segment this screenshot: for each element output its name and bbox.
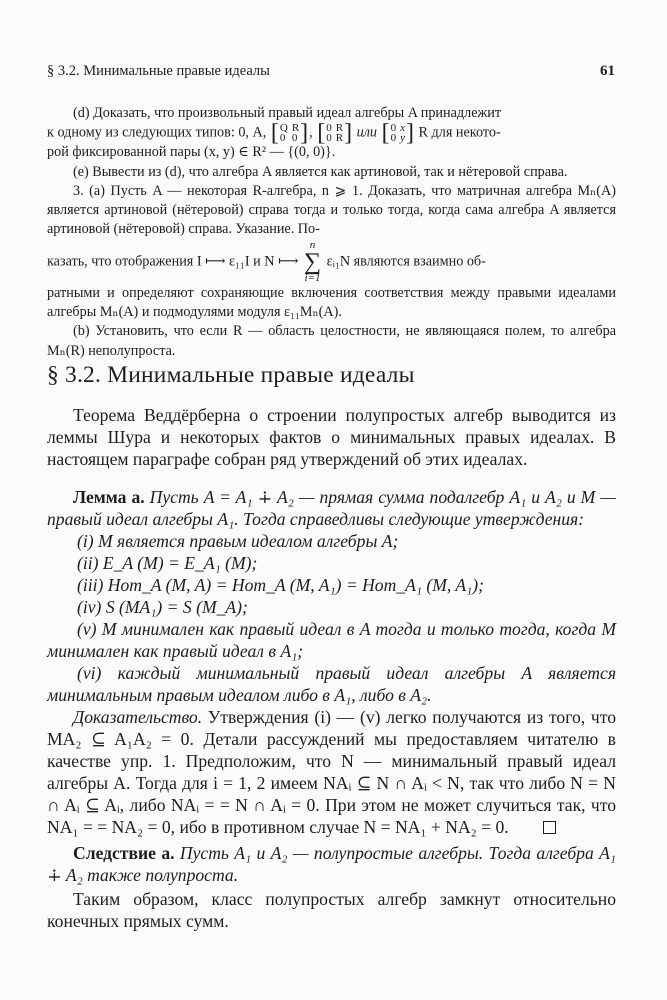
- exercise-3a-formula: казать, что отображения I ⟼ ε₁₁I и N ⟼ n ∑ i=1 εᵢ₁N являются взаимно об-: [47, 238, 486, 284]
- lemma-statement: [47, 486, 616, 530]
- lemma-item-vi: (vi) каждый минимальный правый идеал алгебры A является минимальным правым идеалом либо в A₁, либо в A₂.: [47, 663, 616, 705]
- lemma-item-ii: (ii) E_A (M) = E_A₁ (M);: [77, 553, 258, 573]
- exercise-d-line2: к одному из следующих типов: 0, A, [ Q R 0 0 ] , [ 0 R 0 R ] или [ 0 x 0 y ] R для некото-: [47, 120, 501, 147]
- lemma-text: Пусть A = A₁ ∔ A₂ — прямая сумма подалгебр A₁ и A₂ и M — правый идеал алгебры A₁. Тогда справедливы следующие утверждения:: [47, 487, 616, 529]
- lemma-items: [47, 530, 616, 706]
- lemma-block: [47, 486, 616, 706]
- corollary-block: [47, 842, 616, 886]
- proof-paragraph: [47, 706, 616, 838]
- matrix-0-r: [ 0 R 0 R ]: [317, 120, 353, 147]
- exercise-d-line3: рой фиксированной пары (x, y) ∈ R² — {(0, 0)}.: [47, 144, 336, 161]
- corollary-paragraph: [47, 842, 616, 886]
- exercise-3b: (b) Установить, что если R — область целостности, не являющаяся полем, то алгебра Mₙ(R) неполупроста.: [47, 323, 616, 359]
- corollary-text: Пусть A₁ и A₂ — полупростые алгебры. Тогда алгебра A₁ ∔ A₂ также полупроста.: [47, 843, 616, 885]
- running-head-title: § 3.2. Минимальные правые идеалы: [47, 63, 270, 79]
- page-number: 61: [600, 63, 615, 79]
- intro-paragraph: Теорема Веддёрберна о строении полупростых алгебр выводится из леммы Шура и некоторых фактов о минимальных правых идеалах. В настоящем параграфе собран ряд утверждений об этих идеалах.: [47, 405, 616, 469]
- proof-block: [47, 706, 616, 838]
- matrix-0-x: [ 0 x 0 y ]: [381, 120, 414, 147]
- corollary-label: Следствие а.: [73, 843, 175, 863]
- exercise-d-line1: (d) Доказать, что произвольный правый идеал алгебры A принадлежит: [73, 105, 502, 121]
- lemma-item-v: (v) M минимален как правый идеал в A тогда и только тогда, когда M минимален как правый идеал в A₁;: [47, 619, 616, 661]
- matrix-q-r: [ Q R 0 0 ]: [270, 120, 309, 147]
- closing-paragraph: Таким образом, класс полупростых алгебр замкнут относительно конечных прямых сумм.: [47, 889, 616, 931]
- proof-label: Доказательство.: [73, 707, 203, 727]
- lemma-item-iv: (iv) S (MA₁) = S (M_A);: [77, 597, 248, 617]
- exercise-3a-rest: ратными и определяют сохраняющие включения соответствия между правыми идеалами алгебры Mₙ(A) и подмодулями модуля ε₁₁Mₙ(A).: [47, 284, 616, 321]
- qed-square-icon: [543, 821, 556, 834]
- exercises-block: [47, 104, 616, 361]
- lemma-item-i: (i) M является правым идеалом алгебры A;: [77, 531, 399, 551]
- section-title: § 3.2. Минимальные правые идеалы: [47, 362, 415, 388]
- sum-symbol: n ∑ i=1: [303, 238, 322, 284]
- proof-text: Утверждения (i) — (v) легко получаются из того, что MA₂ ⊆ A₁A₂ = 0. Детали рассуждений мы предоставляем читателю в качестве упр. 1. Предположим, что N — минимальный правый идеал алгебры A. Тогда для i = 1, 2 имеем NAᵢ ⊆ N ∩ Aᵢ < N, так что либо N = N ∩ Aᵢ ⊆ Aᵢ, либо NAᵢ = = N ∩ Aᵢ = 0. При этом не может случиться так, что NA₁ = = NA₂ = 0, ибо в противном случае N = NA₁ + NA₂ = 0.: [47, 707, 617, 837]
- exercise-3a: 3. (a) Пусть A — некоторая R-алгебра, n ⩾ 1. Доказать, что матричная алгебра Mₙ(A) является артиновой (нётеровой) справа тогда и только тогда, когда сама алгебра A является артиновой (нётеровой) справа. Указание. По-: [47, 182, 616, 238]
- lemma-label: Лемма а.: [73, 487, 145, 507]
- running-head: [47, 63, 615, 80]
- lemma-item-iii: (iii) Hom_A (M, A) = Hom_A (M, A₁) = Hom_A₁ (M, A₁);: [77, 575, 484, 595]
- exercise-e: (e) Вывести из (d), что алгебра A является как артиновой, так и нётеровой справа.: [73, 163, 568, 180]
